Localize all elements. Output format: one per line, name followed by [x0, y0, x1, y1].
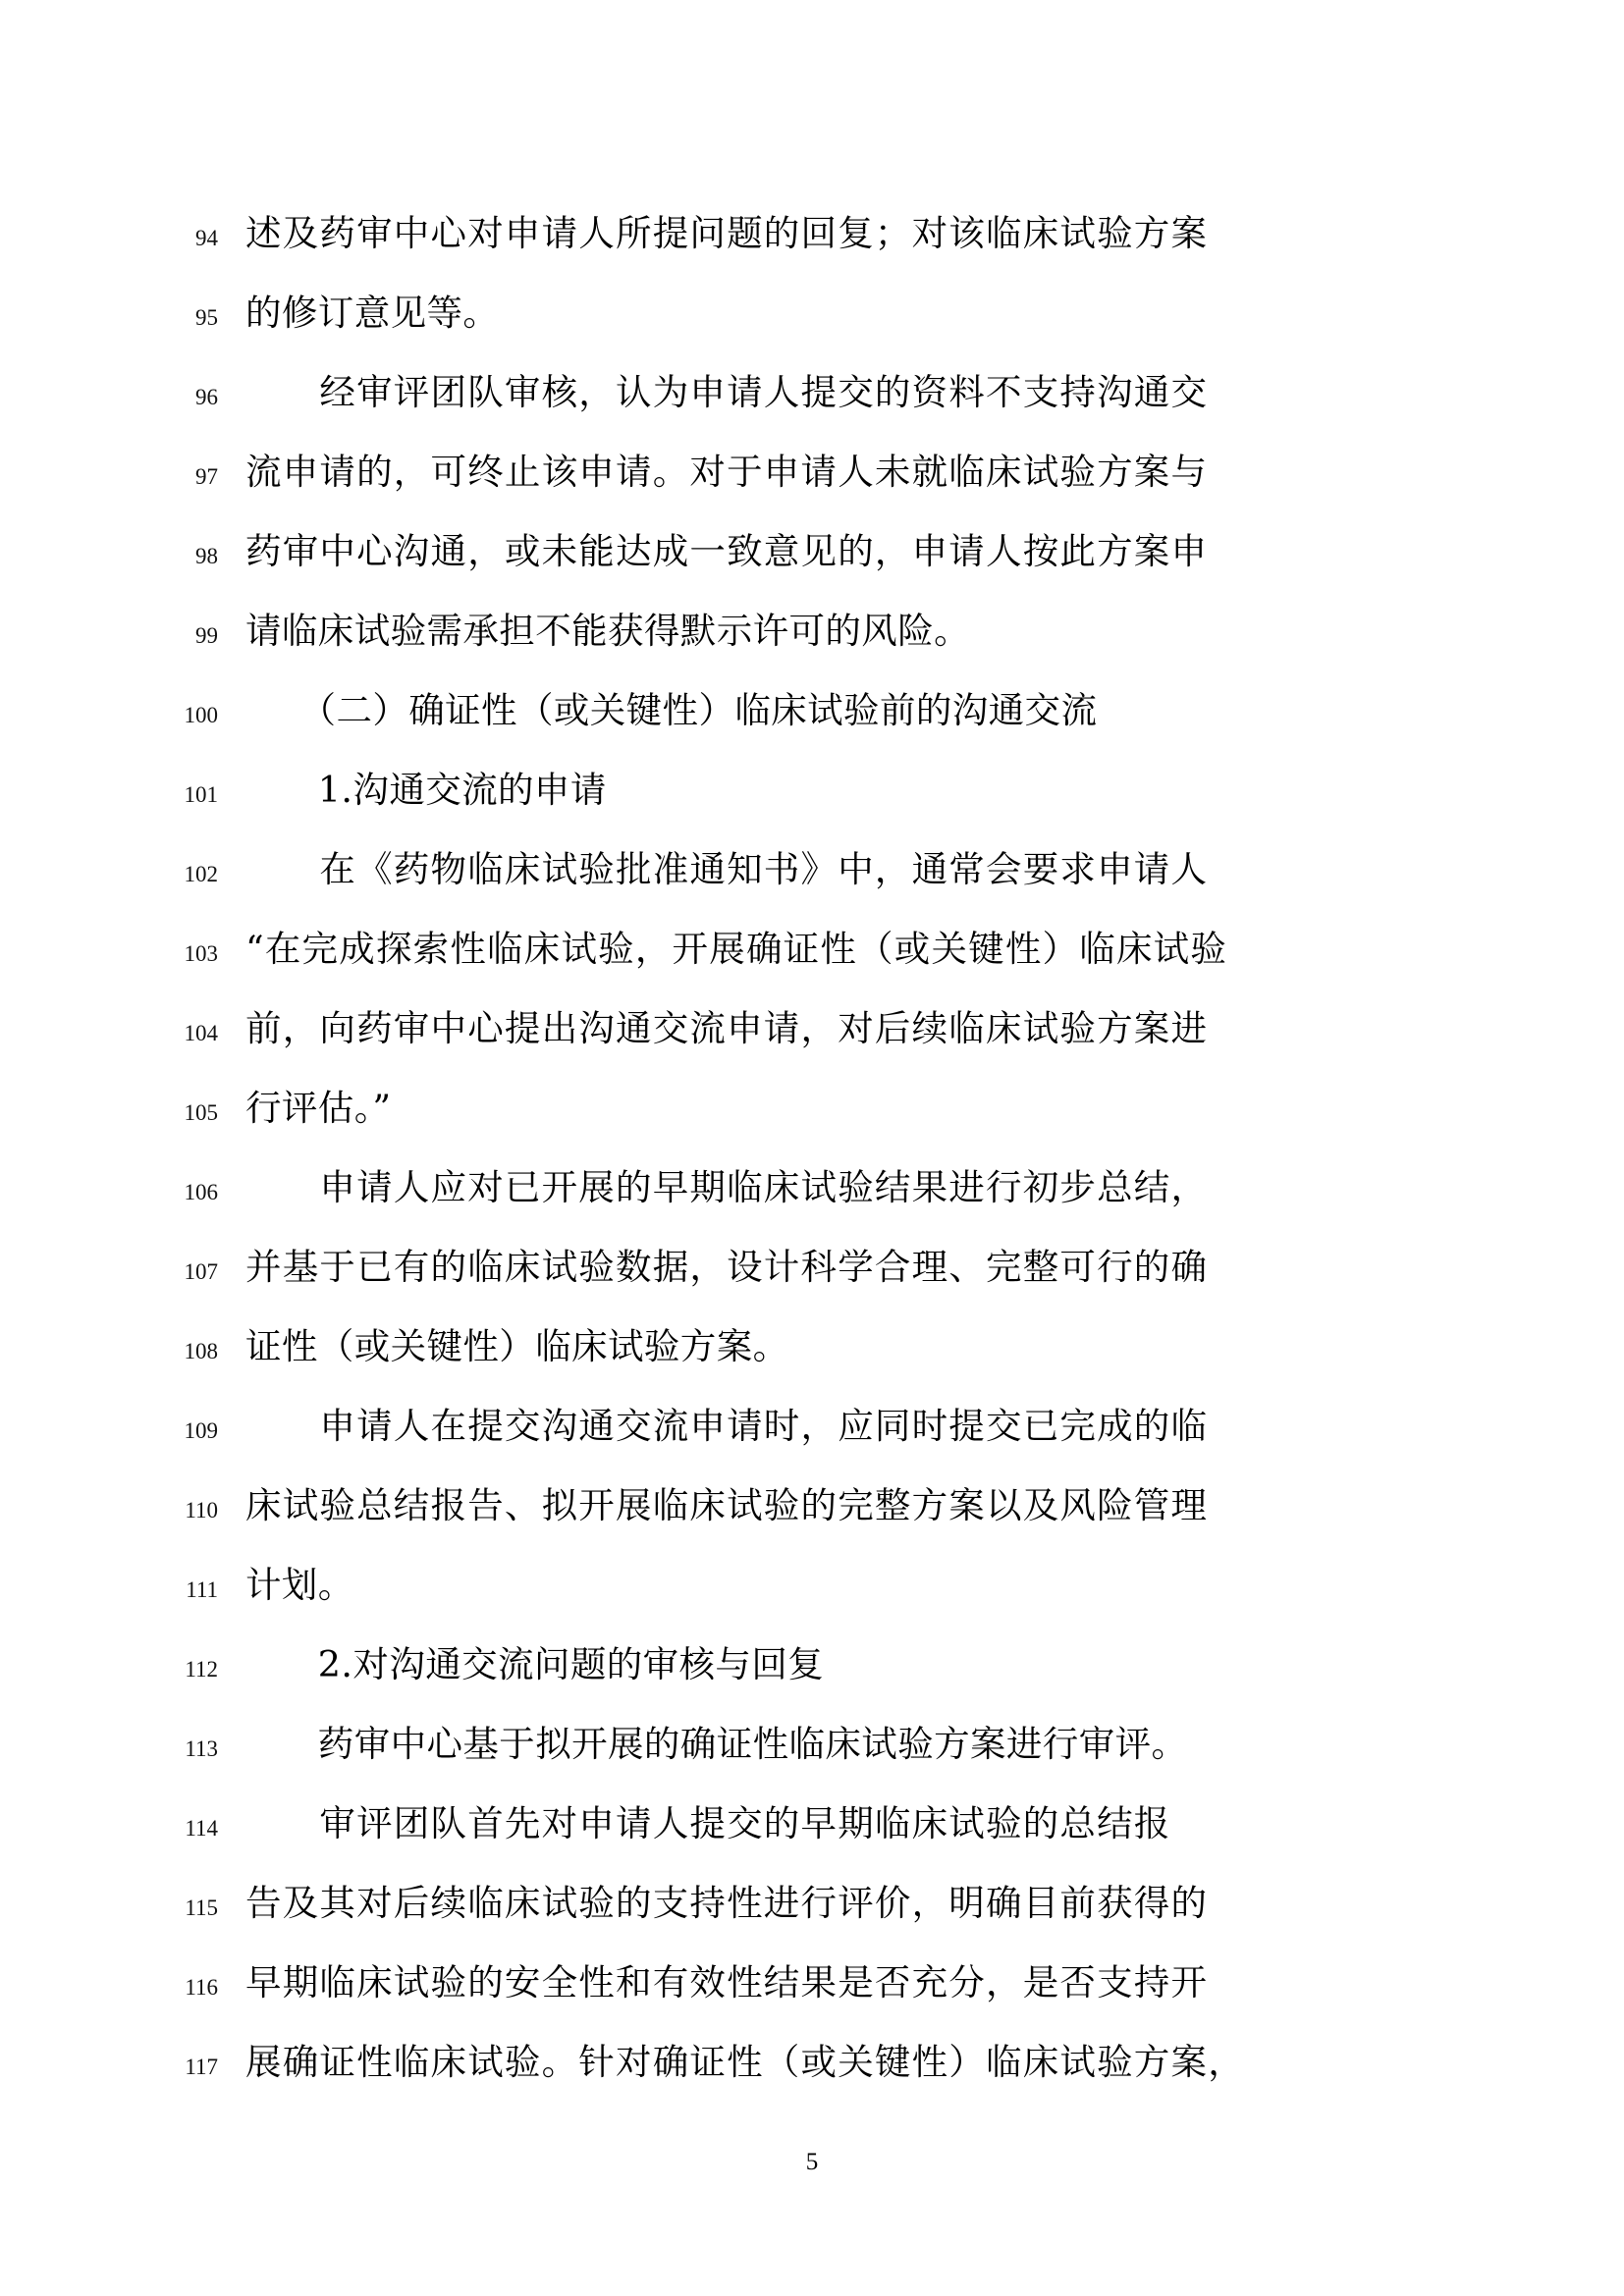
line-number: 100 — [184, 703, 218, 727]
line-number: 108 — [184, 1339, 218, 1363]
document-line — [147, 1946, 1477, 2025]
line-text: 1.沟通交流的申请 — [245, 769, 607, 811]
line-text: 流申请的，可终止该申请。对于申请人未就临床试验方案与 — [245, 451, 1209, 493]
line-number: 98 — [195, 544, 218, 568]
line-text: 药审中心基于拟开展的确证性临床试验方案进行审评。 — [245, 1723, 1188, 1765]
line-number: 96 — [195, 385, 218, 409]
line-text: 床试验总结报告、拟开展临床试验的完整方案以及风险管理 — [245, 1484, 1209, 1526]
document-line — [147, 594, 1477, 673]
document-line — [147, 1707, 1477, 1787]
line-text: 展确证性临床试验。针对确证性（或关键性）临床试验方案， — [245, 2041, 1245, 2083]
document-line — [147, 1071, 1477, 1150]
line-number: 97 — [195, 464, 218, 489]
document-line — [147, 514, 1477, 594]
line-number: 103 — [184, 941, 218, 966]
line-text: 申请人应对已开展的早期临床试验结果进行初步总结， — [245, 1166, 1209, 1208]
document-line — [147, 1309, 1477, 1389]
document-line — [147, 196, 1477, 276]
document-line — [147, 1548, 1477, 1628]
line-text: 前，向药审中心提出沟通交流申请，对后续临床试验方案进 — [245, 1007, 1209, 1049]
document-body — [147, 196, 1477, 2105]
document-line — [147, 276, 1477, 355]
line-text: 申请人在提交沟通交流申请时，应同时提交已完成的临 — [245, 1405, 1209, 1447]
line-number: 114 — [185, 1816, 218, 1841]
document-line — [147, 2025, 1477, 2105]
document-line — [147, 753, 1477, 832]
line-text: 的修订意见等。 — [245, 292, 500, 334]
line-text: 2.对沟通交流问题的审核与回复 — [245, 1643, 825, 1685]
line-number: 112 — [185, 1657, 218, 1682]
line-number: 95 — [195, 305, 218, 330]
document-line — [147, 673, 1477, 753]
line-text: 述及药审中心对申请人所提问题的回复；对该临床试验方案 — [245, 212, 1209, 254]
line-text: 行评估。” — [245, 1087, 392, 1129]
line-text: （二）确证性（或关键性）临床试验前的沟通交流 — [245, 689, 1098, 731]
page-number: 5 — [805, 2149, 819, 2175]
line-number: 106 — [184, 1180, 218, 1204]
line-number: 99 — [195, 623, 218, 648]
document-line — [147, 1389, 1477, 1468]
document-line — [147, 435, 1477, 514]
document-line — [147, 1787, 1477, 1866]
line-number: 109 — [184, 1418, 218, 1443]
line-number: 110 — [185, 1498, 218, 1522]
line-number: 101 — [184, 782, 218, 807]
line-number: 117 — [185, 2055, 218, 2079]
line-number: 94 — [195, 226, 218, 250]
line-number: 107 — [184, 1259, 218, 1284]
line-text: 请临床试验需承担不能获得默示许可的风险。 — [245, 610, 970, 652]
line-text: 药审中心沟通，或未能达成一致意见的，申请人按此方案申 — [245, 530, 1209, 572]
line-text: 经审评团队审核，认为申请人提交的资料不支持沟通交 — [245, 371, 1209, 413]
document-line — [147, 832, 1477, 912]
line-number: 116 — [185, 1975, 218, 2000]
line-number: 104 — [184, 1021, 218, 1045]
document-line — [147, 1150, 1477, 1230]
line-number: 113 — [185, 1736, 218, 1761]
line-number: 111 — [186, 1577, 218, 1602]
document-line — [147, 355, 1477, 435]
line-number: 105 — [184, 1100, 218, 1125]
document-line — [147, 1866, 1477, 1946]
document-line — [147, 1468, 1477, 1548]
document-line — [147, 1230, 1477, 1309]
line-text: 证性（或关键性）临床试验方案。 — [245, 1325, 789, 1367]
line-text: 早期临床试验的安全性和有效性结果是否充分，是否支持开 — [245, 1961, 1209, 2003]
line-number: 115 — [185, 1896, 218, 1920]
line-number: 102 — [184, 862, 218, 886]
line-text: 计划。 — [245, 1564, 354, 1606]
document-line — [147, 1628, 1477, 1707]
line-text: 审评团队首先对申请人提交的早期临床试验的总结报 — [245, 1802, 1171, 1844]
line-text: 在《药物临床试验批准通知书》中，通常会要求申请人 — [245, 848, 1209, 890]
line-text: “在完成探索性临床试验，开展确证性（或关键性）临床试验 — [245, 928, 1228, 970]
line-text: 告及其对后续临床试验的支持性进行评价，明确目前获得的 — [245, 1882, 1209, 1924]
document-line — [147, 912, 1477, 991]
line-text: 并基于已有的临床试验数据，设计科学合理、完整可行的确 — [245, 1246, 1209, 1288]
document-line — [147, 991, 1477, 1071]
